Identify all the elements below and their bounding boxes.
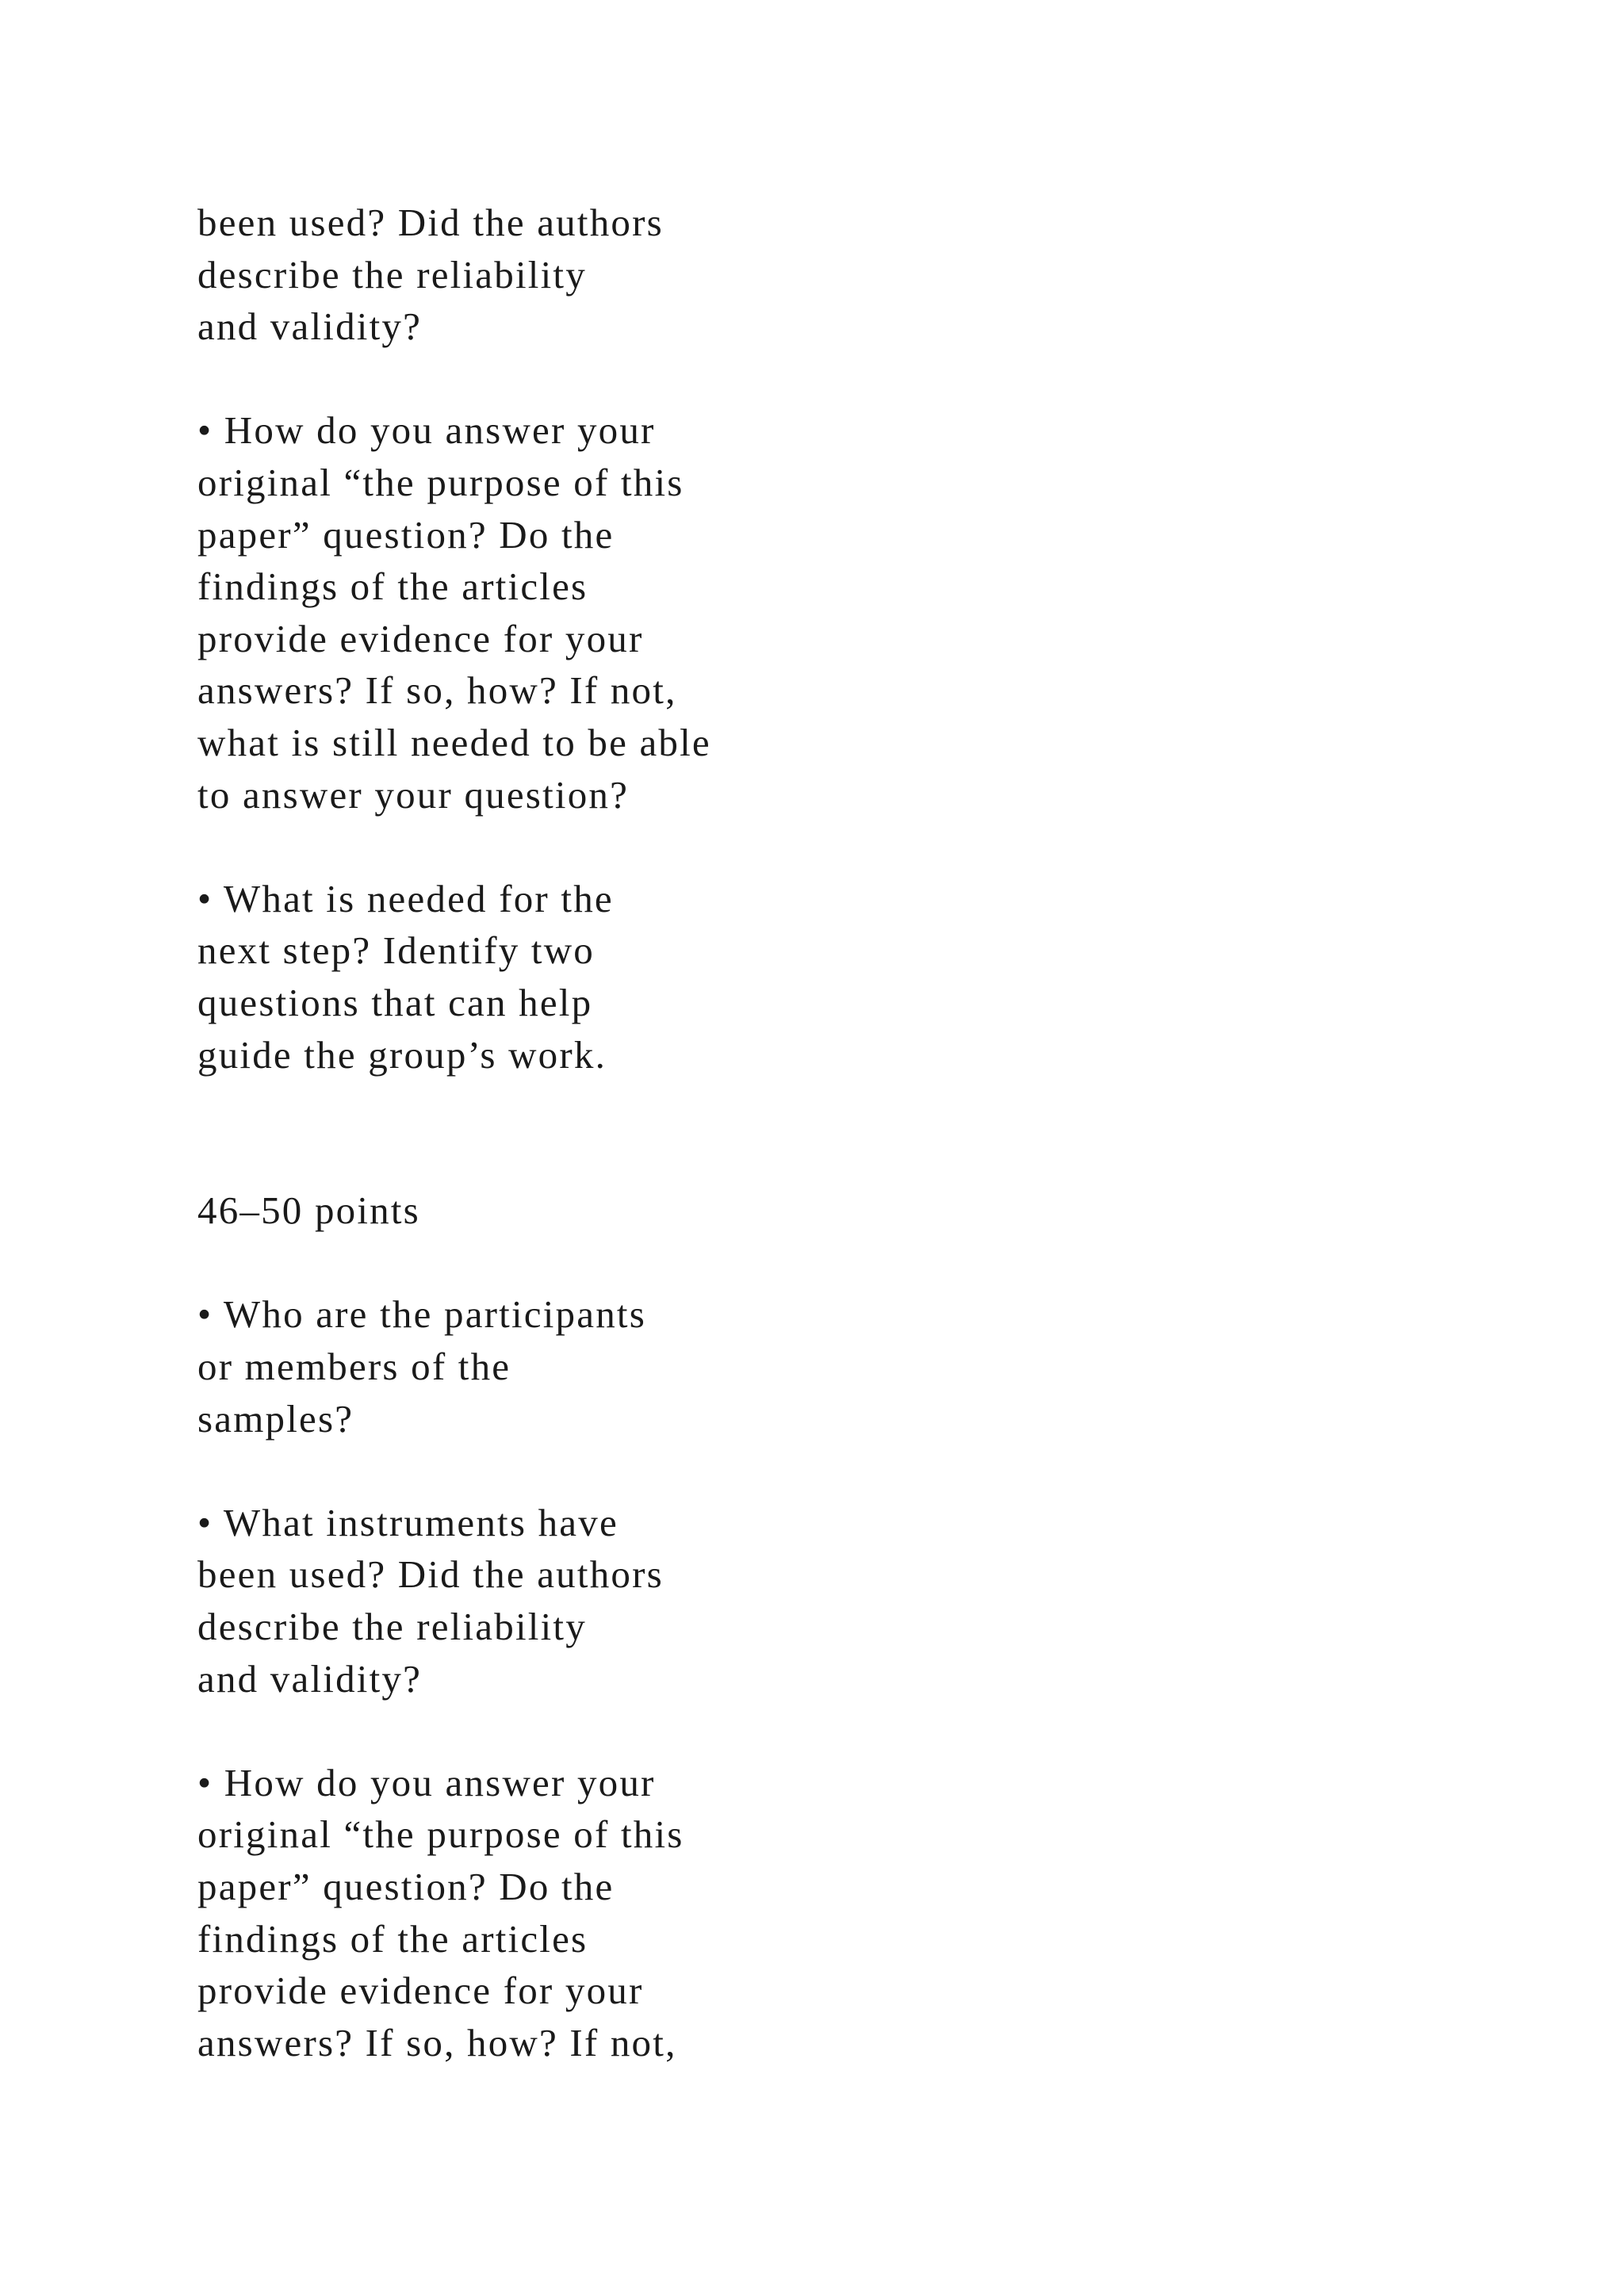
text-line: describe the reliability <box>197 1605 587 1649</box>
text-line: next step? Identify two <box>197 928 596 973</box>
text-line: and validity? <box>197 1656 423 1701</box>
blank-line <box>197 1081 1070 1133</box>
text-line: answers? If so, how? If not, <box>197 668 677 713</box>
text-line: to answer your question? <box>197 772 630 817</box>
text-line: and validity? <box>197 304 423 349</box>
text-line: original “the purpose of this <box>197 460 684 504</box>
text-line: paper” question? Do the <box>197 1865 615 1908</box>
text-line: paper” question? Do the <box>197 512 615 557</box>
text-line: been used? Did the authors <box>197 1552 664 1597</box>
text-line: findings of the articles <box>197 564 588 609</box>
text-line: or members of the <box>197 1345 511 1389</box>
text-line: questions that can help <box>197 980 593 1024</box>
text-line: findings of the articles <box>197 1916 588 1961</box>
bullet-line: • How do you answer your <box>197 1760 656 1804</box>
text-line: provide evidence for your <box>197 1969 644 2013</box>
text-line: guide the group’s work. <box>197 1032 607 1077</box>
text-line: samples? <box>197 1396 354 1441</box>
text-line: describe the reliability <box>197 252 587 297</box>
points-heading: 46–50 points <box>197 1188 420 1233</box>
bullet-line: • What is needed for the <box>197 876 614 920</box>
blank-line <box>197 821 1070 873</box>
text-line: provide evidence for your <box>197 616 644 660</box>
bullet-line: • What instruments have <box>197 1500 619 1544</box>
text-line: original “the purpose of this <box>197 1812 684 1857</box>
blank-line <box>197 353 1070 405</box>
bullet-line: • How do you answer your <box>197 408 656 453</box>
blank-line <box>197 1705 1070 1757</box>
blank-line <box>197 1133 1070 1185</box>
body-text <box>197 197 1070 2068</box>
bullet-line: • Who are the participants <box>197 1292 646 1337</box>
text-line: what is still needed to be able <box>197 720 711 764</box>
blank-line <box>197 1445 1070 1497</box>
text-line: answers? If so, how? If not, <box>197 2020 677 2064</box>
blank-line <box>197 1237 1070 1289</box>
text-line: been used? Did the authors <box>197 201 664 244</box>
